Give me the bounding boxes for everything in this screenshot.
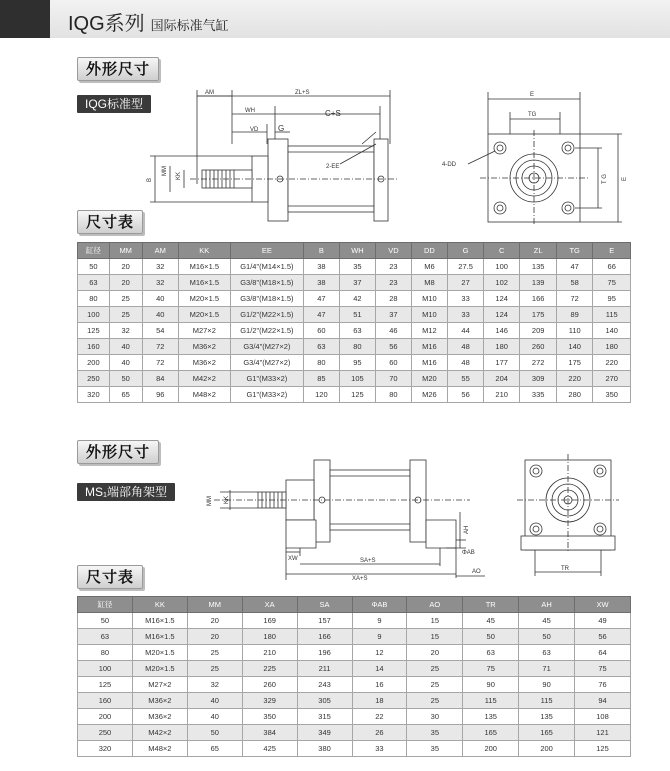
table1-cell: 33 xyxy=(448,307,484,323)
table1-cell: G3/8"(M18×1.5) xyxy=(230,291,304,307)
table1-cell: 58 xyxy=(556,275,593,291)
table1-cell: 56 xyxy=(448,387,484,403)
table1-cell: 115 xyxy=(593,307,631,323)
table1-cell: 124 xyxy=(483,291,520,307)
table1-cell: 46 xyxy=(376,323,411,339)
table2-cell: 260 xyxy=(242,677,297,693)
table2-cell: 90 xyxy=(519,677,575,693)
table1-cell: 40 xyxy=(109,339,142,355)
dim2-xw: XW xyxy=(288,556,298,562)
table1-cell: G1"(M33×2) xyxy=(230,387,304,403)
table2-cell: 135 xyxy=(519,709,575,725)
table1-row xyxy=(78,355,631,371)
table2-header-cell: ΦAB xyxy=(352,597,407,613)
table1-cell: 124 xyxy=(483,307,520,323)
table1-cell: 105 xyxy=(339,371,376,387)
table1-cell: 32 xyxy=(142,275,178,291)
table1-cell: 260 xyxy=(520,339,557,355)
table2-cell: 45 xyxy=(463,613,519,629)
table1-cell: 72 xyxy=(142,339,178,355)
table2-cell: 384 xyxy=(242,725,297,741)
table2-row xyxy=(78,677,631,693)
table2-cell: M27×2 xyxy=(132,677,187,693)
table1-row xyxy=(78,339,631,355)
table2-cell: 76 xyxy=(575,677,631,693)
table2-cell: 115 xyxy=(519,693,575,709)
table1-cell: 220 xyxy=(593,355,631,371)
table1-header-cell: DD xyxy=(411,243,448,259)
table1-cell: 180 xyxy=(483,339,520,355)
table2-cell: 35 xyxy=(407,725,463,741)
table2-header-cell: MM xyxy=(187,597,242,613)
table2-cell: 315 xyxy=(297,709,352,725)
table2-cell: 63 xyxy=(519,645,575,661)
table1-cell: 37 xyxy=(339,275,376,291)
table2-cell: 9 xyxy=(352,613,407,629)
table1-header-cell: EE xyxy=(230,243,304,259)
table1-cell: 89 xyxy=(556,307,593,323)
table2-cell: 12 xyxy=(352,645,407,661)
table2-row xyxy=(78,629,631,645)
table2-cell: 35 xyxy=(407,741,463,757)
table1-cell: 84 xyxy=(142,371,178,387)
table1-cell: M12 xyxy=(411,323,448,339)
table2-cell: 157 xyxy=(297,613,352,629)
dim-c-s: C+S xyxy=(325,109,341,118)
table2-cell: 50 xyxy=(463,629,519,645)
table1-cell: 47 xyxy=(304,307,340,323)
table2-cell: 25 xyxy=(187,661,242,677)
table1-cell: 335 xyxy=(520,387,557,403)
table2-cell: 56 xyxy=(575,629,631,645)
table1-cell: M6 xyxy=(411,259,448,275)
table2-cell: 63 xyxy=(78,629,133,645)
table1-cell: 56 xyxy=(376,339,411,355)
table2-cell: 18 xyxy=(352,693,407,709)
table2-cell: 169 xyxy=(242,613,297,629)
table1-cell: 100 xyxy=(483,259,520,275)
table2-cell: 200 xyxy=(463,741,519,757)
table1-header-cell: WH xyxy=(339,243,376,259)
table2-cell: 125 xyxy=(575,741,631,757)
table1-cell: M16×1.5 xyxy=(178,275,230,291)
table1-cell: 32 xyxy=(109,323,142,339)
table1-cell: 23 xyxy=(376,259,411,275)
table2-cell: M36×2 xyxy=(132,709,187,725)
table2-cell: 63 xyxy=(463,645,519,661)
table2-cell: 125 xyxy=(78,677,133,693)
table1-cell: M16 xyxy=(411,355,448,371)
table2-row xyxy=(78,661,631,677)
table2-cell: M36×2 xyxy=(132,693,187,709)
table1-cell: 20 xyxy=(109,275,142,291)
table2-cell: 94 xyxy=(575,693,631,709)
table2-cell: 20 xyxy=(187,613,242,629)
table1-cell: G1/2"(M22×1.5) xyxy=(230,323,304,339)
table1-cell: 72 xyxy=(556,291,593,307)
table1-cell: 309 xyxy=(520,371,557,387)
table1-header-cell: B xyxy=(304,243,340,259)
drawing1-side-view xyxy=(140,84,440,224)
table2-cell: 305 xyxy=(297,693,352,709)
table1-cell: 47 xyxy=(556,259,593,275)
table1-cell: 166 xyxy=(520,291,557,307)
drawing2-end-view xyxy=(515,452,625,580)
table2-cell: M48×2 xyxy=(132,741,187,757)
table1-cell: 160 xyxy=(78,339,110,355)
table1-row xyxy=(78,323,631,339)
table2-cell: 165 xyxy=(463,725,519,741)
table1-header-cell: C xyxy=(483,243,520,259)
table1-cell: M42×2 xyxy=(178,371,230,387)
table1-cell: G3/8"(M18×1.5) xyxy=(230,275,304,291)
table1-cell: M36×2 xyxy=(178,355,230,371)
table1-cell: 47 xyxy=(304,291,340,307)
series-subtitle: 国际标准气缸 xyxy=(150,18,229,33)
table1-cell: 96 xyxy=(142,387,178,403)
table1-row xyxy=(78,259,631,275)
table1-cell: 80 xyxy=(78,291,110,307)
table1-cell: M10 xyxy=(411,307,448,323)
table2-row xyxy=(78,709,631,725)
table1-cell: 100 xyxy=(78,307,110,323)
table1-header-cell: MM xyxy=(109,243,142,259)
table1-cell: 42 xyxy=(339,291,376,307)
table1-cell: 140 xyxy=(593,323,631,339)
section2-table-tag: 尺寸表 xyxy=(77,565,143,589)
table2-cell: 425 xyxy=(242,741,297,757)
table2-cell: 121 xyxy=(575,725,631,741)
table1-header-cell: ZL xyxy=(520,243,557,259)
table1-cell: 85 xyxy=(304,371,340,387)
table1-cell: 27 xyxy=(448,275,484,291)
table2-cell: 32 xyxy=(187,677,242,693)
table2-cell: 25 xyxy=(407,693,463,709)
table1-cell: 54 xyxy=(142,323,178,339)
table2-row xyxy=(78,725,631,741)
table2-row xyxy=(78,613,631,629)
table1-cell: M36×2 xyxy=(178,339,230,355)
table1-cell: 60 xyxy=(376,355,411,371)
table1-cell: 38 xyxy=(304,275,340,291)
table1-cell: 70 xyxy=(376,371,411,387)
table2-cell: 200 xyxy=(78,709,133,725)
table1-cell: 25 xyxy=(109,307,142,323)
table2-cell: 22 xyxy=(352,709,407,725)
table2-cell: 180 xyxy=(242,629,297,645)
dim-tg-side: T G xyxy=(602,174,608,184)
table2-cell: 40 xyxy=(187,709,242,725)
table2-cell: 350 xyxy=(242,709,297,725)
table1-cell: G1/4"(M14×1.5) xyxy=(230,259,304,275)
table1-cell: 75 xyxy=(593,275,631,291)
table1-cell: M20×1.5 xyxy=(178,291,230,307)
table2-cell: 135 xyxy=(463,709,519,725)
table1-cell: 139 xyxy=(520,275,557,291)
table1-cell: 40 xyxy=(109,355,142,371)
table1-cell: 220 xyxy=(556,371,593,387)
table1-cell: 51 xyxy=(339,307,376,323)
table1-cell: 146 xyxy=(483,323,520,339)
table2-cell: 15 xyxy=(407,629,463,645)
table1-cell: 35 xyxy=(339,259,376,275)
table2-cell: 25 xyxy=(407,661,463,677)
table2-cell: M16×1.5 xyxy=(132,629,187,645)
table1-cell: 175 xyxy=(520,307,557,323)
section2-type-label: MS₁端部角架型 xyxy=(77,483,175,501)
table2-cell: 20 xyxy=(407,645,463,661)
table1-cell: 204 xyxy=(483,371,520,387)
table1-cell: 250 xyxy=(78,371,110,387)
table2-row xyxy=(78,693,631,709)
table2-cell: 25 xyxy=(187,645,242,661)
table1-cell: G3/4"(M27×2) xyxy=(230,339,304,355)
table1-cell: 32 xyxy=(142,259,178,275)
dim2-sa-s: SA+S xyxy=(360,558,376,564)
table2-header-cell: XW xyxy=(575,597,631,613)
table2-cell: 211 xyxy=(297,661,352,677)
table2-cell: 80 xyxy=(78,645,133,661)
table1-cell: 66 xyxy=(593,259,631,275)
table1-cell: 65 xyxy=(109,387,142,403)
dim-e-side: E xyxy=(622,176,628,181)
table2-cell: M16×1.5 xyxy=(132,613,187,629)
table2-cell: 50 xyxy=(78,613,133,629)
table1-cell: 180 xyxy=(593,339,631,355)
table2-cell: 349 xyxy=(297,725,352,741)
table1-cell: 37 xyxy=(376,307,411,323)
table1-cell: M8 xyxy=(411,275,448,291)
table1-cell: 177 xyxy=(483,355,520,371)
table1-cell: G1/2"(M22×1.5) xyxy=(230,307,304,323)
table2-cell: M20×1.5 xyxy=(132,645,187,661)
table1-cell: 40 xyxy=(142,291,178,307)
table1-cell: 210 xyxy=(483,387,520,403)
table1-cell: M10 xyxy=(411,291,448,307)
dim2-ao: AO xyxy=(472,569,481,575)
drawing2-side-view xyxy=(200,452,490,582)
table1-cell: 38 xyxy=(304,259,340,275)
table1-cell: 95 xyxy=(339,355,376,371)
table1-cell: 48 xyxy=(448,355,484,371)
table1-header-cell: G xyxy=(448,243,484,259)
table2-cell: 33 xyxy=(352,741,407,757)
table1-cell: 200 xyxy=(78,355,110,371)
table1-cell: 110 xyxy=(556,323,593,339)
table1-cell: 272 xyxy=(520,355,557,371)
drawing1-end-view xyxy=(440,84,640,224)
dim2-tr: TR xyxy=(561,566,569,572)
table1-cell: 135 xyxy=(520,259,557,275)
dim-vd: VD xyxy=(250,127,259,133)
table1-cell: 33 xyxy=(448,291,484,307)
table1-cell: 28 xyxy=(376,291,411,307)
table2-header-cell: AH xyxy=(519,597,575,613)
dim-tg-top: TG xyxy=(528,112,537,118)
table2-cell: 196 xyxy=(297,645,352,661)
section1-type-label: IQG标准型 xyxy=(77,95,151,113)
table2-cell: 320 xyxy=(78,741,133,757)
table1-header-cell: E xyxy=(593,243,631,259)
table1-cell: 320 xyxy=(78,387,110,403)
table2-header-cell: XA xyxy=(242,597,297,613)
dim-kk: KK xyxy=(176,171,182,180)
table2-row xyxy=(78,741,631,757)
dim-zl-s: ZL+S xyxy=(295,90,310,96)
table2-cell: 45 xyxy=(519,613,575,629)
table1-row xyxy=(78,291,631,307)
dim-e-top: E xyxy=(530,92,535,98)
table2-cell: 64 xyxy=(575,645,631,661)
table2-cell: 30 xyxy=(407,709,463,725)
table2-cell: 75 xyxy=(463,661,519,677)
table1-cell: 280 xyxy=(556,387,593,403)
table1-cell: 350 xyxy=(593,387,631,403)
table1-cell: 72 xyxy=(142,355,178,371)
table1-cell: 209 xyxy=(520,323,557,339)
header-dark-block xyxy=(0,0,50,38)
table2-cell: 40 xyxy=(187,693,242,709)
dim-g: G xyxy=(278,124,285,133)
table2-cell: 49 xyxy=(575,613,631,629)
table1-row xyxy=(78,275,631,291)
table2-cell: 75 xyxy=(575,661,631,677)
table2-header-cell: SA xyxy=(297,597,352,613)
dimension-table-1 xyxy=(77,242,631,403)
section2-outline-tag: 外形尺寸 xyxy=(77,440,159,464)
table2-cell: 16 xyxy=(352,677,407,693)
table2-header-cell: AO xyxy=(407,597,463,613)
table1-cell: 27.5 xyxy=(448,259,484,275)
table2-cell: 108 xyxy=(575,709,631,725)
table1-cell: 60 xyxy=(304,323,340,339)
series-title: IQG系列 xyxy=(68,13,145,35)
table1-row xyxy=(78,307,631,323)
table2-cell: 160 xyxy=(78,693,133,709)
table1-cell: 120 xyxy=(304,387,340,403)
table1-cell: 102 xyxy=(483,275,520,291)
dim2-xa-s: XA+S xyxy=(352,576,368,582)
table2-cell: 165 xyxy=(519,725,575,741)
dim-am: AM xyxy=(205,90,214,96)
table2-cell: 25 xyxy=(407,677,463,693)
dim-dd: 4-DD xyxy=(442,162,457,168)
table2-cell: 90 xyxy=(463,677,519,693)
table1-cell: 270 xyxy=(593,371,631,387)
table2-cell: 15 xyxy=(407,613,463,629)
table1-cell: 40 xyxy=(142,307,178,323)
table1-cell: 140 xyxy=(556,339,593,355)
table2-cell: 380 xyxy=(297,741,352,757)
dim-ee: 2-EE xyxy=(326,164,340,170)
table1-cell: 95 xyxy=(593,291,631,307)
table1-header-cell: AM xyxy=(142,243,178,259)
table2-cell: M42×2 xyxy=(132,725,187,741)
table1-cell: 55 xyxy=(448,371,484,387)
section1-table-tag: 尺寸表 xyxy=(77,210,143,234)
table1-cell: 175 xyxy=(556,355,593,371)
table2-cell: 210 xyxy=(242,645,297,661)
table2-cell: 243 xyxy=(297,677,352,693)
dim2-ah: AH xyxy=(464,525,470,534)
table2-cell: 50 xyxy=(519,629,575,645)
table2-header-cell: TR xyxy=(463,597,519,613)
table2-cell: 329 xyxy=(242,693,297,709)
dim2-mm: MM xyxy=(207,496,213,506)
table1-cell: 80 xyxy=(339,339,376,355)
table1-row xyxy=(78,387,631,403)
dim2-ab: ΦAB xyxy=(462,550,475,556)
table1-cell: 80 xyxy=(304,355,340,371)
table2-cell: 65 xyxy=(187,741,242,757)
table1-cell: M26 xyxy=(411,387,448,403)
table1-cell: 25 xyxy=(109,291,142,307)
dimension-table-2 xyxy=(77,596,631,757)
table2-cell: 225 xyxy=(242,661,297,677)
table1-cell: 50 xyxy=(78,259,110,275)
table2-cell: 100 xyxy=(78,661,133,677)
table2-cell: 200 xyxy=(519,741,575,757)
table1-header-cell: 缸径 xyxy=(78,243,110,259)
table2-cell: 166 xyxy=(297,629,352,645)
table1-cell: M27×2 xyxy=(178,323,230,339)
table1-cell: 63 xyxy=(78,275,110,291)
table1-cell: 44 xyxy=(448,323,484,339)
dim-wh: WH xyxy=(245,108,255,114)
table2-header-cell: KK xyxy=(132,597,187,613)
table1-cell: 20 xyxy=(109,259,142,275)
section1-outline-tag: 外形尺寸 xyxy=(77,57,159,81)
table1-cell: M16 xyxy=(411,339,448,355)
table1-cell: 48 xyxy=(448,339,484,355)
table2-row xyxy=(78,645,631,661)
table2-cell: 9 xyxy=(352,629,407,645)
table1-cell: M16×1.5 xyxy=(178,259,230,275)
table2-cell: 20 xyxy=(187,629,242,645)
table1-cell: M20×1.5 xyxy=(178,307,230,323)
table1-cell: 50 xyxy=(109,371,142,387)
table1-cell: 63 xyxy=(304,339,340,355)
dim2-kk: KK xyxy=(224,495,230,504)
dim-mm: MM xyxy=(162,166,168,176)
table2-cell: 250 xyxy=(78,725,133,741)
table2-cell: M20×1.5 xyxy=(132,661,187,677)
table2-header-cell: 缸径 xyxy=(78,597,133,613)
table1-cell: 125 xyxy=(339,387,376,403)
table1-header-cell: VD xyxy=(376,243,411,259)
table2-cell: 115 xyxy=(463,693,519,709)
table1-cell: 80 xyxy=(376,387,411,403)
table1-cell: 125 xyxy=(78,323,110,339)
table1-cell: M48×2 xyxy=(178,387,230,403)
table1-cell: G1"(M33×2) xyxy=(230,371,304,387)
table2-cell: 50 xyxy=(187,725,242,741)
table1-cell: 23 xyxy=(376,275,411,291)
page-title xyxy=(68,7,229,36)
dim-b: B xyxy=(147,177,153,182)
table1-cell: G3/4"(M27×2) xyxy=(230,355,304,371)
table1-header-cell: TG xyxy=(556,243,593,259)
table2-cell: 14 xyxy=(352,661,407,677)
table1-cell: M20 xyxy=(411,371,448,387)
table2-cell: 26 xyxy=(352,725,407,741)
table2-cell: 71 xyxy=(519,661,575,677)
table1-header-cell: KK xyxy=(178,243,230,259)
table1-row xyxy=(78,371,631,387)
table1-cell: 63 xyxy=(339,323,376,339)
